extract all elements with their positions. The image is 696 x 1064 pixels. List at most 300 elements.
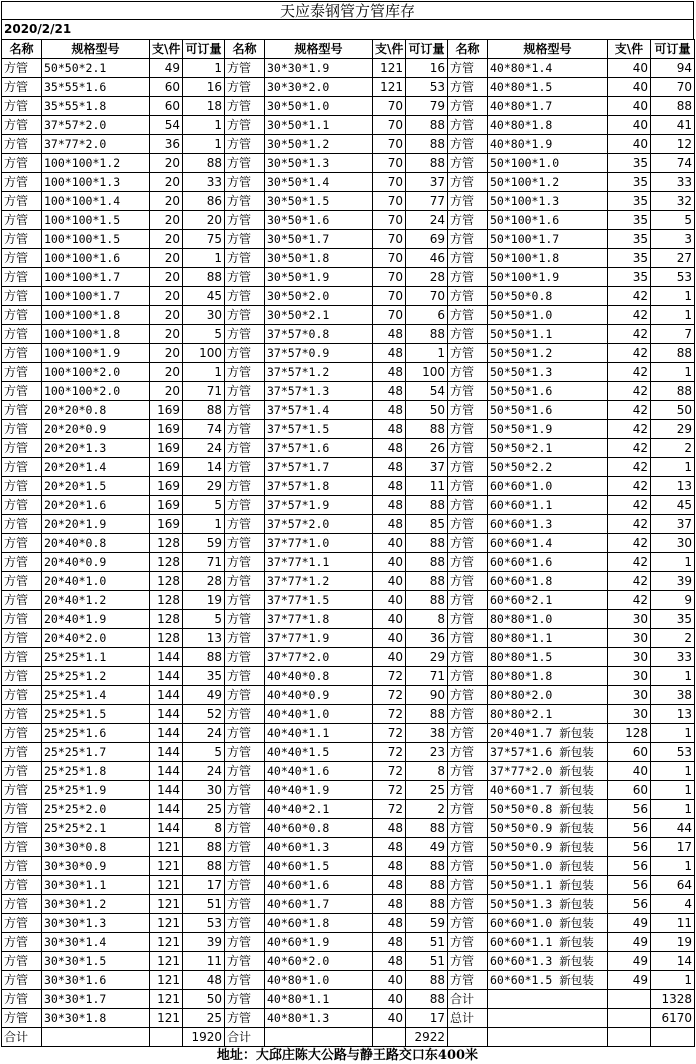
item-pieces: 144 [150, 800, 183, 819]
item-available: 88 [406, 572, 448, 591]
table-row [2, 914, 695, 933]
item-available: 13 [651, 705, 695, 724]
item-name: 方管 [2, 363, 42, 382]
item-available: 1 [183, 515, 225, 534]
item-spec: 40*80*1.5 [488, 78, 608, 97]
item-pieces: 70 [373, 154, 406, 173]
item-pieces: 128 [150, 572, 183, 591]
item-name: 方管 [448, 344, 488, 363]
item-name: 方管 [448, 496, 488, 515]
item-name: 方管 [225, 553, 265, 572]
item-available: 20 [183, 211, 225, 230]
item-available: 2922 [406, 1028, 448, 1047]
item-available: 71 [183, 382, 225, 401]
item-pieces: 20 [150, 287, 183, 306]
item-spec: 30*30*1.3 [42, 914, 150, 933]
table-row [2, 458, 695, 477]
item-available: 38 [651, 686, 695, 705]
item-spec: 60*60*1.0 新包装 [488, 914, 608, 933]
item-name: 方管 [225, 705, 265, 724]
item-name: 方管 [225, 154, 265, 173]
table-row [2, 192, 695, 211]
item-spec: 40*40*1.1 [265, 724, 373, 743]
table-row [2, 819, 695, 838]
item-available: 90 [406, 686, 448, 705]
item-name: 方管 [2, 591, 42, 610]
item-spec: 40*40*0.9 [265, 686, 373, 705]
item-spec: 50*50*0.8 新包装 [488, 800, 608, 819]
item-available: 1 [651, 857, 695, 876]
item-name: 方管 [225, 895, 265, 914]
item-available: 59 [183, 534, 225, 553]
item-name: 方管 [448, 591, 488, 610]
item-pieces: 144 [150, 648, 183, 667]
item-pieces: 48 [373, 952, 406, 971]
item-available: 2 [651, 439, 695, 458]
item-name: 方管 [2, 629, 42, 648]
item-spec: 37*77*1.2 [265, 572, 373, 591]
table-row [2, 610, 695, 629]
item-available: 1 [651, 781, 695, 800]
item-available: 1 [651, 363, 695, 382]
item-available: 18 [183, 97, 225, 116]
item-available: 88 [183, 648, 225, 667]
item-available: 33 [183, 173, 225, 192]
item-spec: 100*100*1.5 [42, 230, 150, 249]
item-spec: 40*80*1.3 [265, 1009, 373, 1028]
item-available: 1 [651, 553, 695, 572]
item-spec: 40*80*1.7 [488, 97, 608, 116]
item-pieces: 48 [373, 933, 406, 952]
item-pieces: 42 [608, 306, 651, 325]
item-available: 49 [406, 838, 448, 857]
item-name: 方管 [448, 135, 488, 154]
item-spec: 30*30*1.9 [265, 59, 373, 78]
table-row [2, 572, 695, 591]
item-available: 1 [183, 363, 225, 382]
item-spec: 20*40*1.0 [42, 572, 150, 591]
item-pieces: 48 [373, 401, 406, 420]
table-body [2, 59, 695, 1047]
item-spec: 37*57*1.8 [265, 477, 373, 496]
item-available: 5 [651, 211, 695, 230]
item-spec: 30*30*2.0 [265, 78, 373, 97]
item-spec: 30*50*2.0 [265, 287, 373, 306]
item-available: 88 [406, 971, 448, 990]
item-name: 方管 [2, 838, 42, 857]
item-spec: 37*77*2.0 新包装 [488, 762, 608, 781]
item-pieces: 48 [373, 344, 406, 363]
table-row [2, 306, 695, 325]
item-available: 88 [406, 135, 448, 154]
item-pieces: 40 [608, 135, 651, 154]
item-spec: 30*50*1.9 [265, 268, 373, 287]
item-name: 方管 [2, 192, 42, 211]
item-available: 49 [183, 686, 225, 705]
item-name: 方管 [225, 990, 265, 1009]
item-available: 37 [651, 515, 695, 534]
item-spec: 100*100*1.9 [42, 344, 150, 363]
item-spec: 20*40*0.9 [42, 553, 150, 572]
item-name: 方管 [2, 382, 42, 401]
header-name: 名称 [225, 40, 265, 59]
item-name: 方管 [448, 553, 488, 572]
item-spec: 37*77*2.0 [265, 648, 373, 667]
item-name: 合计 [448, 990, 488, 1009]
item-name: 方管 [225, 743, 265, 762]
item-available: 88 [406, 325, 448, 344]
item-pieces: 20 [150, 344, 183, 363]
item-pieces: 42 [608, 496, 651, 515]
item-spec: 50*100*1.8 [488, 249, 608, 268]
item-available: 51 [406, 952, 448, 971]
item-spec: 60*60*1.1 新包装 [488, 933, 608, 952]
item-available: 79 [406, 97, 448, 116]
item-available: 6 [406, 306, 448, 325]
item-spec: 30*30*1.4 [42, 933, 150, 952]
item-available: 94 [651, 59, 695, 78]
item-spec: 40*60*1.3 [265, 838, 373, 857]
item-available: 14 [651, 952, 695, 971]
table-row [2, 230, 695, 249]
item-available: 5 [183, 496, 225, 515]
item-pieces: 121 [150, 933, 183, 952]
item-pieces: 40 [373, 1009, 406, 1028]
item-spec: 20*40*1.7 新包装 [488, 724, 608, 743]
item-pieces: 20 [150, 154, 183, 173]
item-available: 28 [183, 572, 225, 591]
item-available: 88 [183, 268, 225, 287]
item-name: 方管 [2, 705, 42, 724]
item-name: 总计 [448, 1009, 488, 1028]
item-name: 方管 [448, 800, 488, 819]
item-spec: 30*50*1.0 [265, 97, 373, 116]
item-available: 33 [651, 173, 695, 192]
item-name: 方管 [448, 629, 488, 648]
item-name: 方管 [2, 211, 42, 230]
item-pieces [608, 1009, 651, 1028]
item-available: 5 [183, 743, 225, 762]
item-spec: 50*50*0.9 新包装 [488, 838, 608, 857]
item-pieces: 144 [150, 819, 183, 838]
item-spec: 50*50*1.2 [488, 344, 608, 363]
header-name: 名称 [448, 40, 488, 59]
item-name: 方管 [225, 173, 265, 192]
header-pieces-per-bundle: 支\件 [150, 40, 183, 59]
item-name: 方管 [2, 952, 42, 971]
item-spec: 25*25*1.2 [42, 667, 150, 686]
item-name: 方管 [225, 781, 265, 800]
item-available: 71 [183, 553, 225, 572]
item-spec: 50*50*1.6 [488, 401, 608, 420]
item-available: 88 [406, 876, 448, 895]
item-available: 88 [406, 154, 448, 173]
item-spec: 37*77*1.1 [265, 553, 373, 572]
item-pieces: 169 [150, 515, 183, 534]
item-spec: 20*40*2.0 [42, 629, 150, 648]
item-spec: 50*50*1.9 [488, 420, 608, 439]
item-name: 方管 [225, 306, 265, 325]
item-spec: 100*100*1.2 [42, 154, 150, 173]
item-available: 88 [183, 401, 225, 420]
item-spec: 60*60*1.4 [488, 534, 608, 553]
item-name: 方管 [2, 78, 42, 97]
table-row [2, 743, 695, 762]
table-row [2, 116, 695, 135]
item-name: 方管 [2, 914, 42, 933]
item-pieces: 56 [608, 800, 651, 819]
item-name: 方管 [2, 420, 42, 439]
item-spec: 50*100*1.2 [488, 173, 608, 192]
item-available: 88 [406, 496, 448, 515]
table-row [2, 705, 695, 724]
table-row [2, 477, 695, 496]
item-available: 24 [406, 211, 448, 230]
item-available: 88 [406, 819, 448, 838]
item-name: 方管 [448, 306, 488, 325]
item-name: 方管 [2, 667, 42, 686]
item-spec: 40*40*0.8 [265, 667, 373, 686]
item-pieces: 169 [150, 439, 183, 458]
item-name: 方管 [448, 154, 488, 173]
item-spec: 30*30*1.6 [42, 971, 150, 990]
item-available: 1 [183, 135, 225, 154]
item-name: 方管 [448, 857, 488, 876]
item-name: 方管 [225, 762, 265, 781]
item-spec: 50*50*1.1 [488, 325, 608, 344]
item-spec: 100*100*1.8 [42, 306, 150, 325]
item-pieces: 70 [373, 230, 406, 249]
item-pieces: 70 [373, 173, 406, 192]
item-pieces: 144 [150, 705, 183, 724]
item-spec: 40*40*1.9 [265, 781, 373, 800]
item-spec: 30*50*1.7 [265, 230, 373, 249]
item-name: 方管 [2, 762, 42, 781]
item-name: 方管 [448, 686, 488, 705]
item-name: 方管 [225, 325, 265, 344]
header-available-qty: 可订量 [651, 40, 695, 59]
table-row [2, 268, 695, 287]
item-name: 方管 [2, 895, 42, 914]
item-pieces: 35 [608, 173, 651, 192]
item-pieces: 20 [150, 363, 183, 382]
item-pieces: 121 [150, 876, 183, 895]
item-name: 方管 [448, 838, 488, 857]
item-spec: 30*50*1.2 [265, 135, 373, 154]
item-spec: 100*100*1.6 [42, 249, 150, 268]
item-name: 方管 [2, 116, 42, 135]
item-pieces: 42 [608, 572, 651, 591]
item-available: 53 [651, 743, 695, 762]
item-pieces: 48 [373, 363, 406, 382]
item-name: 方管 [448, 211, 488, 230]
item-name: 方管 [225, 1009, 265, 1028]
item-available: 1 [651, 287, 695, 306]
item-name: 方管 [448, 648, 488, 667]
table-row [2, 800, 695, 819]
item-available: 35 [183, 667, 225, 686]
item-spec: 100*100*1.5 [42, 211, 150, 230]
item-name: 方管 [2, 306, 42, 325]
table-row [2, 363, 695, 382]
item-pieces: 30 [608, 686, 651, 705]
sheet-title: 天应泰钢管方管库存 [1, 1, 694, 20]
item-available: 30 [183, 781, 225, 800]
item-name: 方管 [225, 401, 265, 420]
item-name: 方管 [2, 325, 42, 344]
item-spec: 40*80*1.1 [265, 990, 373, 1009]
table-row [2, 249, 695, 268]
item-pieces: 20 [150, 325, 183, 344]
item-name: 方管 [225, 439, 265, 458]
item-spec: 40*40*1.0 [265, 705, 373, 724]
item-pieces: 48 [373, 515, 406, 534]
item-pieces: 60 [608, 743, 651, 762]
item-name: 方管 [448, 477, 488, 496]
item-spec: 40*60*1.9 [265, 933, 373, 952]
item-available: 16 [406, 59, 448, 78]
item-spec: 25*25*1.7 [42, 743, 150, 762]
item-available: 88 [183, 857, 225, 876]
item-spec: 37*57*1.4 [265, 401, 373, 420]
item-name: 方管 [225, 515, 265, 534]
item-pieces: 60 [608, 781, 651, 800]
item-available: 53 [183, 914, 225, 933]
item-spec: 40*60*1.8 [265, 914, 373, 933]
item-available: 1 [183, 59, 225, 78]
item-name: 方管 [225, 192, 265, 211]
item-spec: 30*30*1.8 [42, 1009, 150, 1028]
item-available: 86 [183, 192, 225, 211]
item-pieces: 42 [608, 363, 651, 382]
item-pieces: 20 [150, 173, 183, 192]
item-pieces: 48 [373, 325, 406, 344]
item-name: 合计 [225, 1028, 265, 1047]
item-pieces: 70 [373, 287, 406, 306]
item-name: 方管 [2, 648, 42, 667]
item-pieces: 72 [373, 781, 406, 800]
item-spec: 30*30*0.9 [42, 857, 150, 876]
item-name: 方管 [225, 819, 265, 838]
item-spec: 25*25*1.5 [42, 705, 150, 724]
item-pieces: 144 [150, 781, 183, 800]
item-available: 19 [651, 933, 695, 952]
item-available: 33 [651, 648, 695, 667]
item-spec: 40*60*1.6 [265, 876, 373, 895]
item-available: 1 [651, 971, 695, 990]
item-name: 方管 [225, 458, 265, 477]
item-name: 方管 [448, 819, 488, 838]
item-available: 36 [406, 629, 448, 648]
item-available: 39 [183, 933, 225, 952]
item-pieces: 128 [150, 553, 183, 572]
item-spec: 37*57*1.9 [265, 496, 373, 515]
item-pieces: 48 [373, 914, 406, 933]
item-pieces: 60 [150, 78, 183, 97]
item-available: 53 [406, 78, 448, 97]
item-available: 1328 [651, 990, 695, 1009]
item-pieces: 30 [608, 705, 651, 724]
item-available: 17 [651, 838, 695, 857]
item-available: 17 [183, 876, 225, 895]
item-pieces: 40 [373, 610, 406, 629]
item-available: 75 [183, 230, 225, 249]
item-spec: 37*57*1.5 [265, 420, 373, 439]
item-pieces: 48 [373, 876, 406, 895]
item-name: 方管 [2, 458, 42, 477]
item-available: 5 [183, 325, 225, 344]
item-name: 方管 [448, 971, 488, 990]
item-available: 1920 [183, 1028, 225, 1047]
table-row [2, 629, 695, 648]
item-pieces: 40 [373, 990, 406, 1009]
item-pieces: 35 [608, 249, 651, 268]
header-spec: 规格型号 [42, 40, 150, 59]
item-pieces: 48 [373, 857, 406, 876]
item-available: 1 [651, 800, 695, 819]
item-available: 30 [183, 306, 225, 325]
item-pieces: 48 [373, 382, 406, 401]
item-spec: 20*20*1.6 [42, 496, 150, 515]
item-spec: 100*100*2.0 [42, 363, 150, 382]
table-row [2, 78, 695, 97]
item-spec [488, 990, 608, 1009]
header-spec: 规格型号 [265, 40, 373, 59]
item-pieces: 56 [608, 895, 651, 914]
item-spec: 60*60*1.0 [488, 477, 608, 496]
item-name: 方管 [448, 515, 488, 534]
item-pieces [608, 1028, 651, 1047]
item-pieces: 128 [608, 724, 651, 743]
table-row [2, 838, 695, 857]
item-available: 25 [183, 800, 225, 819]
item-pieces: 20 [150, 306, 183, 325]
item-name: 方管 [225, 591, 265, 610]
item-available: 37 [406, 458, 448, 477]
item-pieces: 49 [608, 914, 651, 933]
item-spec [265, 1028, 373, 1047]
item-spec: 50*100*1.0 [488, 154, 608, 173]
item-spec: 20*40*1.9 [42, 610, 150, 629]
item-available: 88 [651, 97, 695, 116]
item-available: 13 [651, 477, 695, 496]
item-name: 方管 [225, 933, 265, 952]
table-row [2, 534, 695, 553]
item-name: 方管 [2, 59, 42, 78]
item-available: 100 [406, 363, 448, 382]
header-spec: 规格型号 [488, 40, 608, 59]
item-spec: 50*50*2.2 [488, 458, 608, 477]
item-spec: 25*25*2.1 [42, 819, 150, 838]
item-pieces: 48 [373, 895, 406, 914]
item-name: 方管 [2, 287, 42, 306]
item-name: 方管 [448, 268, 488, 287]
item-name: 方管 [225, 667, 265, 686]
item-pieces: 121 [150, 838, 183, 857]
item-pieces: 49 [608, 971, 651, 990]
item-name: 方管 [2, 724, 42, 743]
item-name: 方管 [448, 439, 488, 458]
item-name: 方管 [2, 610, 42, 629]
item-spec: 25*25*1.4 [42, 686, 150, 705]
table-row [2, 344, 695, 363]
item-spec: 20*20*0.9 [42, 420, 150, 439]
item-name: 方管 [448, 876, 488, 895]
item-spec [42, 1028, 150, 1047]
item-available: 69 [406, 230, 448, 249]
item-name: 方管 [225, 363, 265, 382]
item-available: 12 [651, 135, 695, 154]
